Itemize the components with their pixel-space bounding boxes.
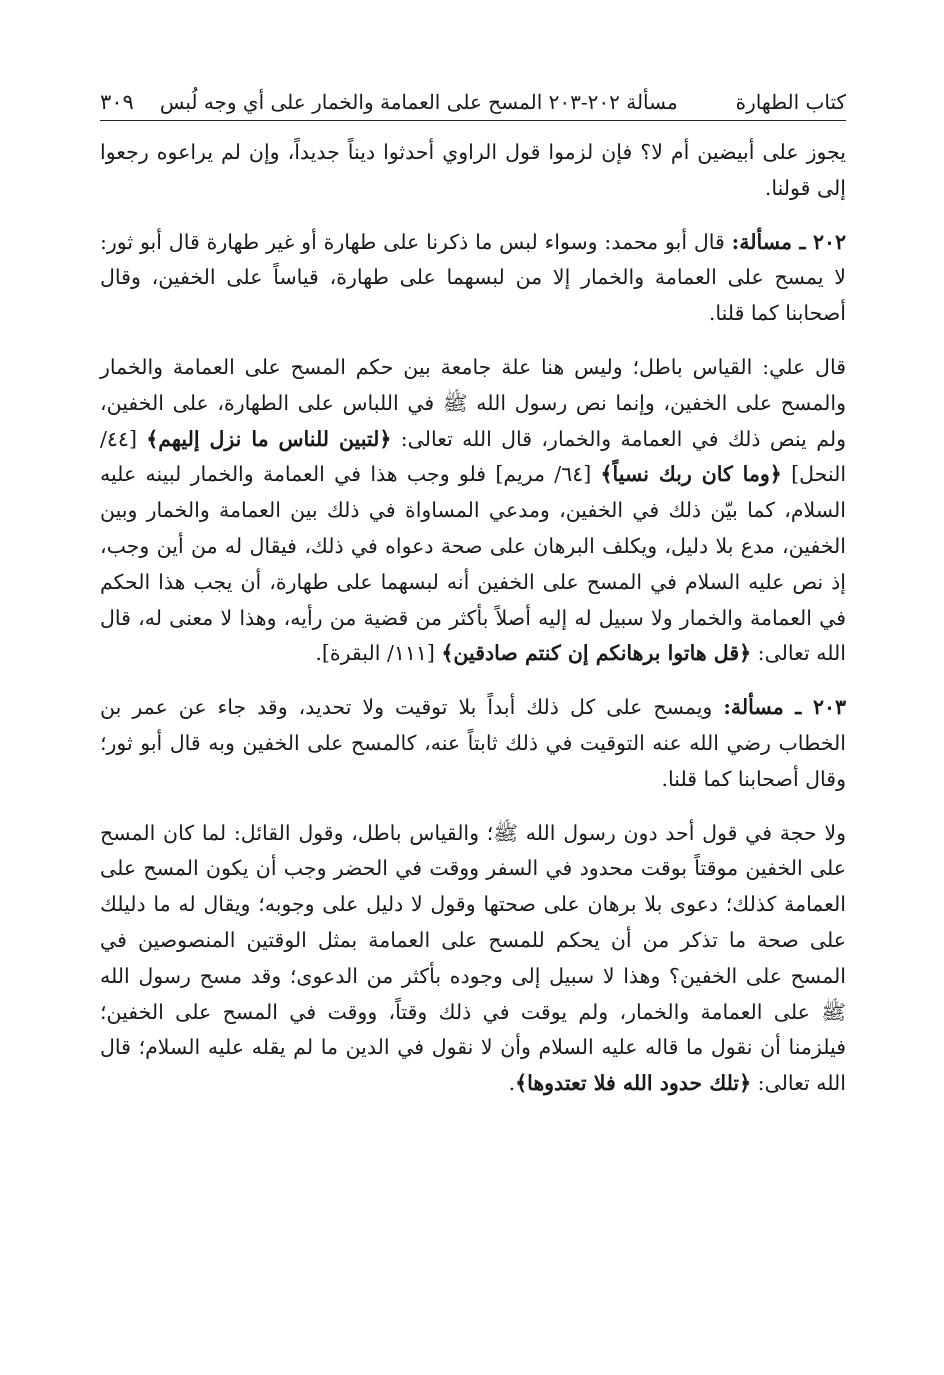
- paragraph-text: قال أبو محمد: وسواء لبس ما ذكرنا على طهارة أو غير طهارة قال أبو ثور: لا يمسح على العمامة والخمار إلا من لبسهما على طهارة، قياساً على الخفين، وقال أصحابنا كما قلنا.: [100, 229, 846, 326]
- quran-verse: ﴿وما كان ربك نسياً﴾: [600, 462, 782, 487]
- quran-verse: ﴿تلك حدود الله فلا تعتدوها﴾: [515, 1071, 752, 1096]
- book-page: [100, 88, 846, 1120]
- paragraph-la-hujja: [100, 816, 846, 1102]
- verse-reference: [١١١/ البقرة].: [315, 641, 442, 666]
- page-number: ٣٠٩: [100, 90, 134, 114]
- paragraph-masala-202: [100, 225, 846, 332]
- paragraph-qala-ali: [100, 350, 846, 672]
- text-run: ولا حجة في قول أحد دون رسول الله ﷺ؛ والقياس باطل، وقول القائل: لما كان المسح على الخفين موقتاً بوقت محدود في السفر ووقت في الحضر وجب أن يكون المسح على العمامة كذلك؛ دعوى بلا برهان على صحتها وقول لا دليل على وجوبه؛ ويقال له ما دليلك على صحة ما تذكر من أن يحكم للمسح على العمامة بمثل الوقتين المنصوصين في المسح على الخفين؟ وهذا لا سبيل إلى وجوده بأكثر من الدعوى؛ وقد مسح رسول الله ﷺ على العمامة والخمار، ولم يوقت في ذلك وقتاً، ووقت في المسح على الخفين؛ فيلزمنا أن نقول ما قاله عليه السلام وأن لا نقول في الدين ما لم يقله عليه السلام؛ قال الله تعالى:: [100, 820, 846, 1096]
- verse-reference: [٤٤/ النحل]: [100, 426, 847, 487]
- paragraph-text: ويمسح على كل ذلك أبداً بلا توقيت ولا تحديد، وقد جاء عن عمر بن الخطاب رضي الله عنه التوقيت في ذلك ثابتاً عنه، كالمسح على الخفين وبه قال أبو ثور؛ وقال أصحابنا كما قلنا.: [100, 695, 846, 791]
- paragraph-text: يجوز على أبيضين أم لا؟ فإن لزموا قول الراوي أحدثوا ديناً جديداً، وإن لم يراعوه رجعوا إلى قولنا.: [100, 140, 846, 200]
- text-run: .: [508, 1071, 516, 1096]
- quran-verse: ﴿لتبين للناس ما نزل إليهم﴾: [146, 426, 392, 451]
- paragraph-intro: [100, 135, 846, 207]
- running-header: [100, 88, 846, 121]
- text-run: قال علي: القياس باطل؛ وليس هنا علة جامعة بين حكم المسح على العمامة والخمار والمسح على الخفين، وإنما نص رسول الله ﷺ في اللباس على الطهارة، على الخفين، ولم ينص ذلك في العمامة والخمار، قال الله تعالى:: [100, 354, 847, 451]
- quran-verse: ﴿قل هاتوا برهانكم إن كنتم صادقين﴾: [441, 641, 752, 666]
- text-run: [٦٤/ مريم] فلو وجب هذا في العمامة والخمار لبينه عليه السلام، كما بيّن ذلك في الخفين، ومدعي المساواة في ذلك بين العمامة والخمار وبين الخفين، مدع بلا دليل، ويكلف البرهان على صحة دعواه في ذلك، فيقال له من أين وجب، إذ نص عليه السلام في المسح على الخفين أنه لبسهما على طهارة، أن يجب هذا الحكم في العمامة والخمار ولا سبيل له إليه أصلاً بأكثر من قضية من رأيه، وهذا لا معنى له، قال الله تعالى:: [100, 462, 846, 666]
- book-title: كتاب الطهارة: [735, 90, 846, 114]
- paragraph-masala-203: [100, 690, 846, 797]
- chapter-title: مسألة ٢٠٢-٢٠٣ المسح على العمامة والخمار على أي وجه لُبس: [159, 90, 678, 114]
- masala-number: ٢٠٢ ـ مسألة:: [731, 229, 846, 254]
- masala-number: ٢٠٣ ـ مسألة:: [723, 695, 846, 720]
